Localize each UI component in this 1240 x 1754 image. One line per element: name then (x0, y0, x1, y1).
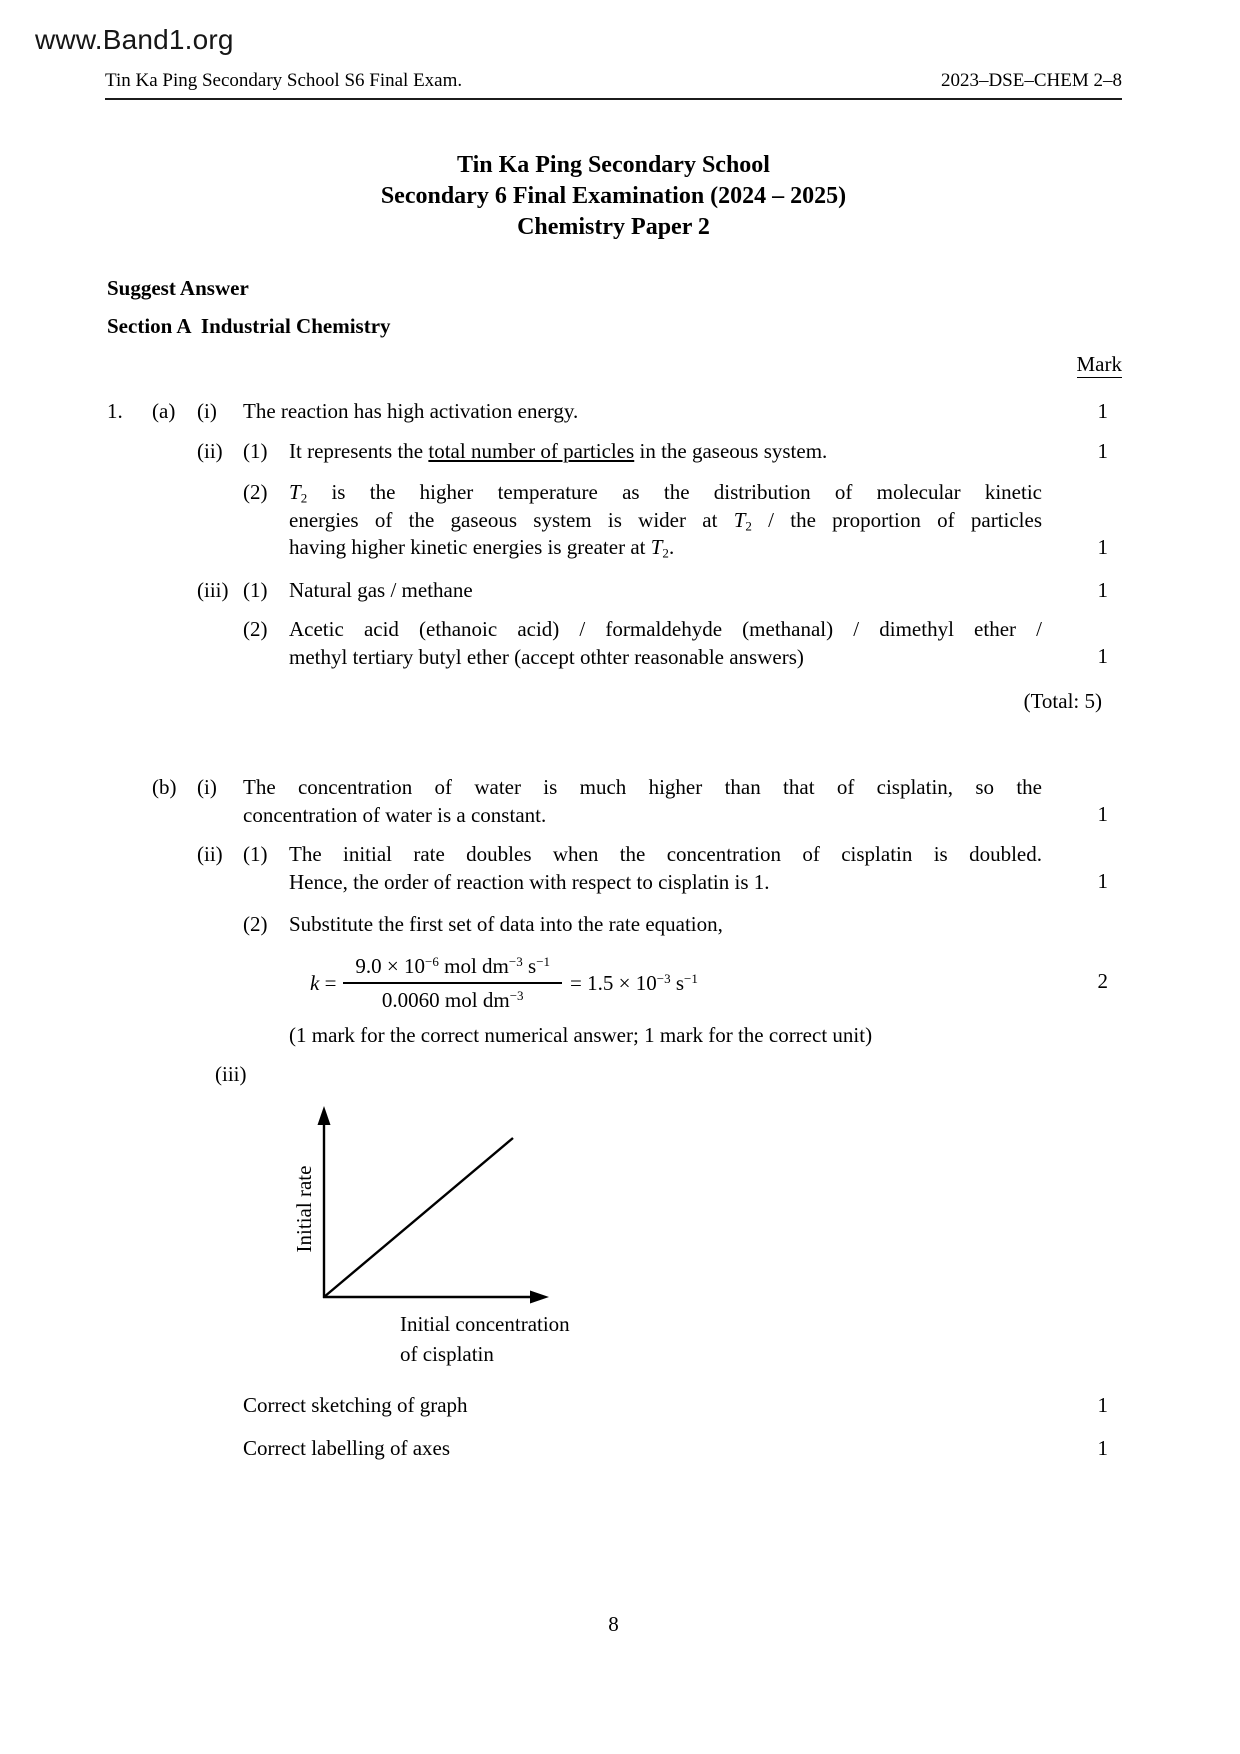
running-header (105, 70, 1122, 100)
title-exam: Secondary 6 Final Examination (2024 – 2025) (380, 183, 847, 209)
question-number: 1. (107, 399, 123, 423)
mark-value: 1 (1097, 1393, 1108, 1417)
subpart-label: (i) (197, 775, 217, 799)
suggest-answer-heading: Suggest Answer (107, 276, 249, 300)
answer-text: Correct labelling of axes (243, 1436, 451, 1460)
running-header-right: 2023–DSE–CHEM 2–8 (940, 70, 1122, 91)
item-label: (2) (243, 912, 268, 936)
marking-note: (1 mark for the correct numerical answer; 1 mark for the correct unit) (289, 1023, 873, 1047)
item-label: (1) (243, 842, 268, 866)
answer-text: Natural gas / methane (289, 578, 473, 602)
mark-value: 1 (1097, 578, 1108, 602)
title-school: Tin Ka Ping Secondary School (457, 152, 770, 178)
item-label: (1) (243, 578, 268, 602)
answer-text: It represents the total number of particles in the gaseous system. (289, 439, 828, 463)
title-paper: Chemistry Paper 2 (517, 214, 710, 240)
title-block (105, 150, 1122, 243)
subpart-label: (ii) (197, 842, 223, 866)
total-marks: (Total: 5) (1023, 689, 1102, 713)
mark-value: 1 (1097, 644, 1108, 668)
equation-numerator: $9.0 \times 10^{-6}$ mol $dm^{-3}$ $s^{-1}$ (343, 953, 562, 984)
equation-lhs: k = (310, 970, 337, 995)
equation-result: = $1.5 \times 10^{-3}$ $s^{-1}$ (570, 970, 698, 995)
part-label: (a) (152, 399, 176, 423)
subpart-label: (i) (197, 399, 217, 423)
x-axis-label-line1: Initial concentration (400, 1312, 570, 1336)
x-axis-label (400, 1309, 570, 1369)
mark-value: 1 (1097, 439, 1108, 463)
item-label: (2) (243, 480, 268, 504)
rate-constant-equation (310, 953, 698, 1013)
mark-value: 1 (1097, 399, 1108, 423)
mark-value: 2 (1097, 969, 1108, 993)
mark-value: 1 (1097, 802, 1108, 826)
answer-text: $T_2$ is the higher temperature as the distribution of molecular kinetic energies of the gaseous system is wider at $T_2$ / the proportion of particles having higher kinetic energies is greater at $T_2$. (289, 480, 1043, 561)
mark-value: 1 (1097, 869, 1108, 893)
answer-text: The initial rate doubles when the concentration of cisplatin is doubled. Hence, the order of reaction with respect to cisplatin is 1. (289, 842, 1042, 894)
answer-text: Correct sketching of graph (243, 1393, 468, 1417)
item-label: (2) (243, 617, 268, 641)
item-label: (1) (243, 439, 268, 463)
mark-value: 1 (1097, 1436, 1108, 1460)
answer-text: Acetic acid (ethanoic acid) / formaldehyde (methanal) / dimethyl ether / methyl tertiary butyl ether (accept othter reasonable answers) (289, 617, 1042, 669)
mark-value: 1 (1097, 535, 1108, 559)
watermark-text: www.Band1.org (35, 24, 234, 55)
y-axis-label: Initial rate (292, 1165, 316, 1253)
answer-text: Substitute the first set of data into the rate equation, (289, 912, 723, 936)
equation-denominator: 0.0060 mol $dm^{-3}$ (381, 987, 524, 1012)
page-number: 8 (608, 1612, 619, 1636)
running-header-left: Tin Ka Ping Secondary School S6 Final Exam. (105, 70, 463, 91)
part-label: (b) (152, 775, 177, 799)
answer-text: The reaction has high activation energy. (243, 399, 579, 423)
subpart-label: (iii) (197, 578, 229, 602)
subpart-label: (ii) (197, 439, 223, 463)
mark-column-header (1040, 352, 1122, 377)
mark-column-header-text: Mark (1076, 352, 1122, 376)
answer-text: The concentration of water is much higher than that of cisplatin, so the concentration of water is a constant. (243, 775, 1042, 827)
equation-fraction (343, 953, 562, 1013)
x-axis-arrowhead-icon (530, 1291, 549, 1304)
section-heading: Section A Industrial Chemistry (107, 314, 391, 338)
y-axis-arrowhead-icon (318, 1106, 331, 1125)
subpart-label-iii: (iii) (215, 1062, 247, 1086)
plotted-line (324, 1138, 513, 1297)
x-axis-label-line2: of cisplatin (400, 1342, 494, 1366)
